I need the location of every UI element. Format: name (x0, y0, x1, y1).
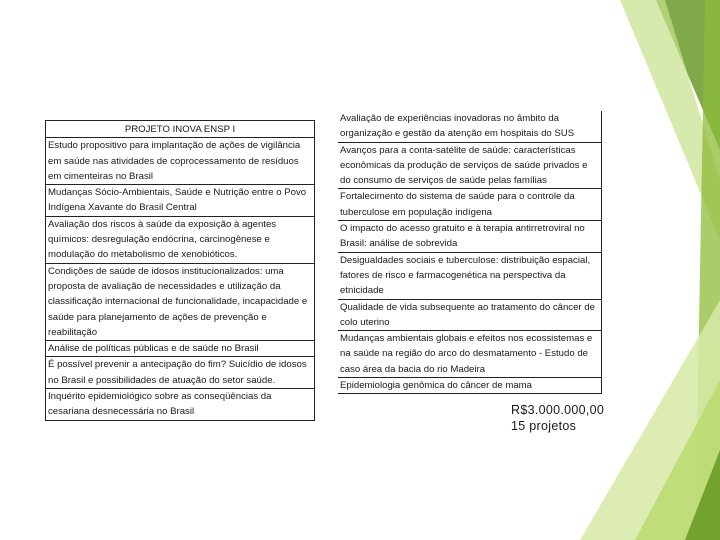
table-row (338, 189, 602, 221)
table-row (338, 252, 602, 299)
table-row (338, 378, 602, 394)
table-cell: Fortalecimento do sistema de saúde para o controle da tuberculose em população indígena (338, 189, 602, 221)
table-cell: Condições de saúde de idosos institucionalizados: uma proposta de avaliação de necessidades e utilização da classificação internacional de funcionalidade, incapacidade e saúde para planejamento de ações de prevenção e reabilitação (46, 263, 315, 340)
table-row (46, 185, 315, 217)
table-cell: Epidemiologia genômica do câncer de mama (338, 378, 602, 394)
table-cell: O impacto do acesso gratuito e à terapia antirretroviral no Brasil: análise de sobrevida (338, 221, 602, 253)
table-row (46, 341, 315, 357)
table-cell: Mudanças ambientais globais e efeitos nos ecossistemas e na saúde na região do arco do desmatamento - Estudo de caso área da bacia do rio Madeira (338, 331, 602, 378)
left-projects-table (45, 120, 315, 421)
table-header-row (46, 121, 315, 138)
right-projects-table (338, 111, 602, 394)
table-cell: Estudo propositivo para implantação de ações de vigilância em saúde nas atividades de coprocessamento de resíduos em cimenteiras no Brasil (46, 138, 315, 185)
table-row (46, 216, 315, 263)
table-row (338, 299, 602, 331)
table-header: PROJETO INOVA ENSP I (124, 124, 236, 135)
table-cell: Avaliação dos riscos à saúde da exposição à agentes químicos: desregulação endócrina, carcinogênese e modulação do metabolismo de xenobióticos. (46, 216, 315, 263)
table-row (338, 142, 602, 189)
table-row (46, 138, 315, 185)
table-cell: Desigualdades sociais e tuberculose: distribuição espacial, fatores de risco e farmacogenética na perspectiva da etnicidade (338, 252, 602, 299)
table-cell: Qualidade de vida subsequente ao tratamento do câncer de colo uterino (338, 299, 602, 331)
funding-summary (511, 403, 604, 434)
table-cell: Avanços para a conta-satélite de saúde: características econômicas da produção de serviços de saúde privados e do consumo de serviços de saúde pelas famílias (338, 142, 602, 189)
table-cell: É possível prevenir a antecipação do fim? Suicídio de idosos no Brasil e possibilidades de atuação do setor saúde. (46, 357, 315, 389)
project-count: 15 projetos (511, 418, 577, 433)
table-cell: Inquérito epidemiológico sobre as conseqüências da cesariana desnecessária no Brasil (46, 389, 315, 421)
table-row (338, 331, 602, 378)
table-cell: Avaliação de experiências inovadoras no âmbito da organização e gestão da atenção em hospitais do SUS (338, 111, 602, 142)
table-cell: Mudanças Sócio-Ambientais, Saúde e Nutrição entre o Povo Indígena Xavante do Brasil Central (46, 185, 315, 217)
table-row (46, 389, 315, 421)
total-amount: R$3.000.000,00 (511, 403, 605, 417)
table-cell: Análise de políticas públicas e de saúde no Brasil (46, 341, 315, 357)
table-row (338, 111, 602, 142)
table-row (338, 221, 602, 253)
table-row (46, 263, 315, 340)
table-row (46, 357, 315, 389)
